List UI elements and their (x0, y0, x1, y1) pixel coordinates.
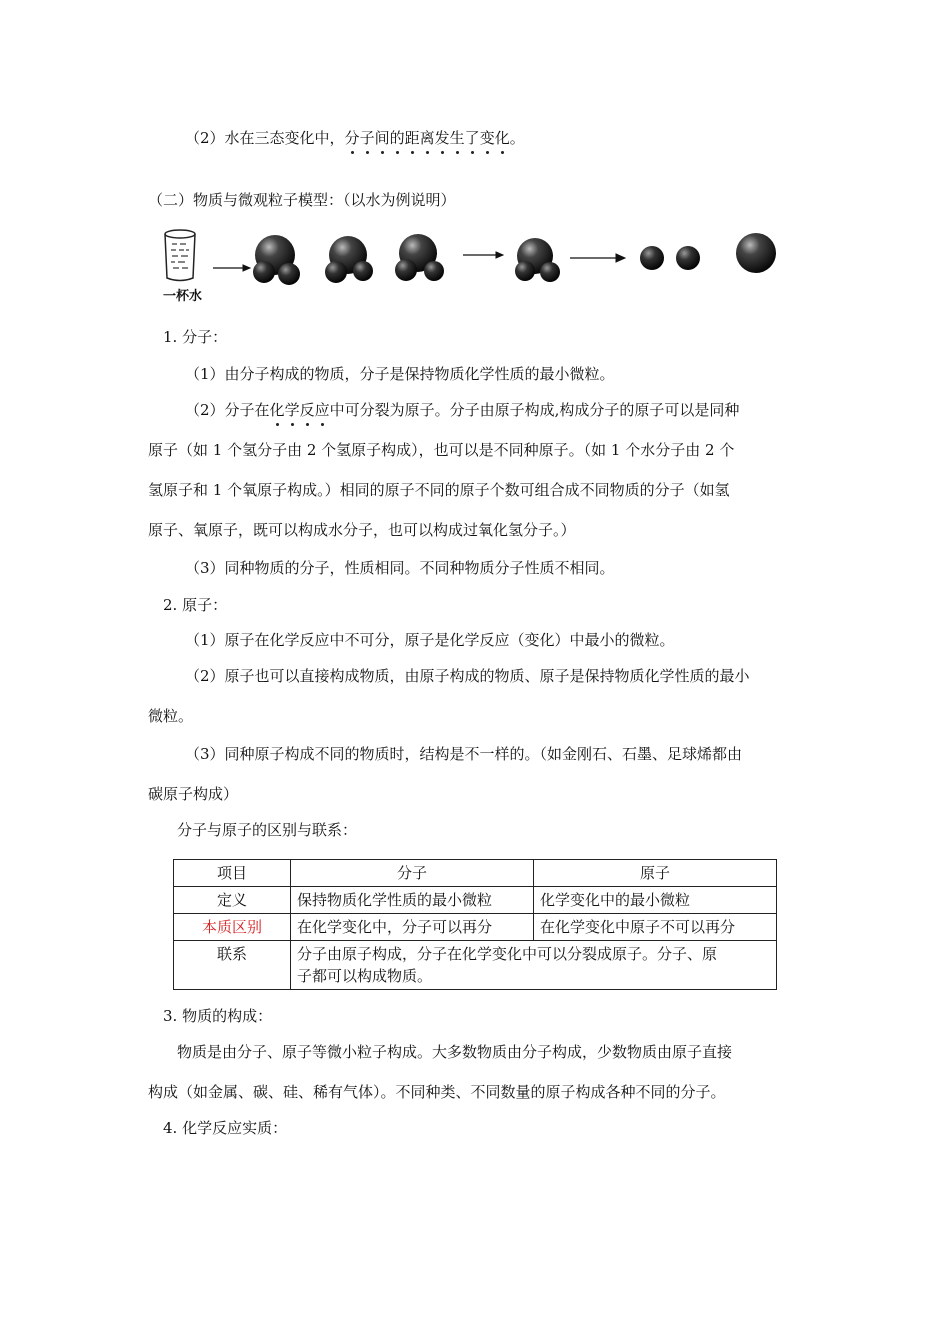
emphasis-char: 的 (389, 129, 405, 147)
emph-chemical-reaction (270, 401, 330, 419)
table-row (174, 941, 777, 990)
water-cup-icon (165, 230, 195, 281)
section-two-title: （二）物质与微观粒子模型：（以水为例说明） (148, 191, 456, 209)
cell-atom: 在化学变化中原子不可以再分 (534, 914, 777, 941)
header-atom: 原子 (534, 860, 777, 887)
emphasis-char: 反 (299, 401, 315, 419)
section2-p2-line1: （2）原子也可以直接构成物质，由原子构成的物质、原子是保持物质化学性质的最小 (185, 667, 750, 685)
emphasis-char: 化 (269, 401, 285, 419)
para-water-suffix: 。 (509, 129, 525, 147)
row-label: 联系 (174, 941, 291, 990)
emphasis-char: 生 (449, 129, 465, 147)
cell-atom: 化学变化中的最小微粒 (534, 887, 777, 914)
oxygen-atom-icon (736, 233, 776, 273)
table-header-row (174, 860, 777, 887)
section1-p3: （3）同种物质的分子，性质相同。不同种物质分子性质不相同。 (185, 559, 615, 577)
cell-link-line2: 子都可以构成物质。 (297, 967, 433, 985)
section1-p2-line4: 原子、氧原子，既可以构成水分子，也可以构成过氧化氢分子。） (148, 521, 576, 539)
section1-p1: （1）由分子构成的物质，分子是保持物质化学性质的最小微粒。 (185, 365, 615, 383)
hydrogen-atom-icon (640, 246, 664, 270)
cell-molecule: 保持物质化学性质的最小微粒 (291, 887, 534, 914)
emphasis-char: 学 (284, 401, 300, 419)
emphasis-char: 了 (464, 129, 480, 147)
section3-title: 3. 物质的构成： (163, 1007, 273, 1025)
section2-p3-line1: （3）同种原子构成不同的物质时，结构是不一样的。（如金刚石、石墨、足球烯都由 (185, 745, 743, 763)
row-label-highlight: 本质区别 (174, 914, 291, 941)
cup-label: 一杯水 (163, 289, 203, 304)
section1-p2 (185, 400, 739, 420)
section4-title: 4. 化学反应实质： (163, 1119, 288, 1137)
section2-title: 2. 原子： (163, 596, 228, 614)
table-caption: 分子与原子的区别与联系： (177, 821, 358, 839)
emph-distance (345, 129, 510, 147)
section1-p2-line3: 氢原子和 1 个氧原子构成。）相同的原子不同的原子个数可组合成不同物质的分子（如氢 (148, 481, 730, 499)
header-molecule: 分子 (291, 860, 534, 887)
emphasis-char: 子 (359, 129, 375, 147)
emphasis-char: 化 (494, 129, 510, 147)
table-row (174, 914, 777, 941)
cell-molecule: 在化学变化中，分子可以再分 (291, 914, 534, 941)
section3-p1-line2: 构成（如金属、碳、硅、稀有气体）。不同种类、不同数量的原子构成各种不同的分子。 (148, 1083, 726, 1101)
water-molecule-icon (253, 235, 300, 285)
table-row (174, 887, 777, 914)
section1-p2-line2: 原子（如 1 个氢分子由 2 个氢原子构成），也可以是不同种原子。（如 1 个水分子由 2 个 (148, 441, 735, 459)
water-molecule-icon (325, 236, 373, 283)
section1-p2-rest: 中可分裂为原子。分子由原子构成,构成分子的原子可以是同种 (329, 401, 740, 419)
section2-p3-line2: 碳原子构成） (148, 785, 239, 803)
arrow-icon (570, 254, 625, 262)
row-label: 定义 (174, 887, 291, 914)
water-molecule-icon (515, 238, 560, 282)
section1-title: 1. 分子： (163, 328, 228, 346)
cell-link-line1: 分子由原子构成，分子在化学变化中可以分裂成原子。分子、原 (297, 945, 718, 963)
section3-p1-line1: 物质是由分子、原子等微小粒子构成。大多数物质由分子构成，少数物质由原子直接 (177, 1043, 733, 1061)
water-model-figure (158, 222, 798, 308)
emphasis-char: 应 (314, 401, 330, 419)
emphasis-char: 间 (374, 129, 390, 147)
header-item: 项目 (174, 860, 291, 887)
emphasis-char: 离 (419, 129, 435, 147)
arrow-icon (213, 265, 250, 271)
section2-p1: （1）原子在化学反应中不可分，原子是化学反应（变化）中最小的微粒。 (185, 631, 675, 649)
emphasis-char: 变 (479, 129, 495, 147)
arrow-icon (463, 252, 503, 258)
section2-p2-line2: 微粒。 (148, 707, 194, 725)
para-water-prefix: （2）水在三态变化中， (185, 129, 345, 147)
section1-p2-prefix: （2）分子在 (185, 401, 270, 419)
molecule-atom-table (173, 859, 777, 990)
water-molecule-icon (395, 234, 444, 281)
para-water-states (185, 128, 525, 148)
cell-link (291, 941, 777, 990)
emphasis-char: 分 (344, 129, 360, 147)
hydrogen-atom-icon (676, 246, 700, 270)
emphasis-char: 距 (404, 129, 420, 147)
emphasis-char: 发 (434, 129, 450, 147)
